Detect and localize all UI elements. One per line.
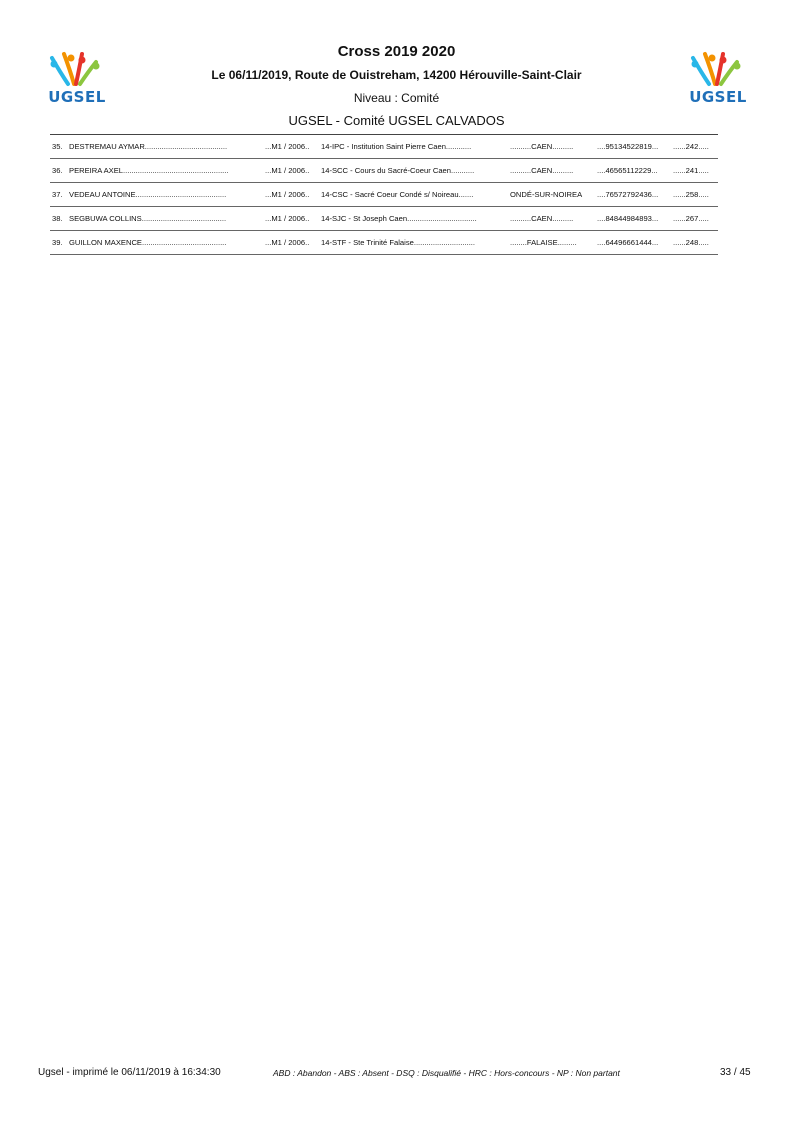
- rank-cell: 35.: [52, 142, 63, 151]
- event-subtitle: Le 06/11/2019, Route de Ouistreham, 14200 Hérouville-Saint-Clair: [211, 68, 582, 82]
- category-cell: ...M1 / 2006..: [265, 238, 310, 247]
- score-cell: ......248.....: [673, 238, 709, 247]
- city-cell: ONDÉ-SUR-NOIREA: [510, 190, 583, 199]
- ugsel-logo-text: UGSEL: [689, 88, 747, 106]
- rank-cell: 36.: [52, 166, 63, 175]
- score-cell: ......267.....: [673, 214, 709, 223]
- school-cell: 14-STF - Ste Trinité Falaise.............................: [321, 238, 476, 247]
- school-cell: 14-CSC - Sacré Coeur Condé s/ Noireau.......: [321, 190, 474, 199]
- city-cell: ..........CAEN..........: [510, 214, 574, 223]
- school-cell: 14-SJC - St Joseph Caen.................................: [321, 214, 477, 223]
- score-cell: ......258.....: [673, 190, 709, 199]
- license-number-cell: ....64496661444...: [597, 238, 659, 247]
- header-divider: [50, 134, 718, 135]
- row-divider: [50, 158, 718, 159]
- city-cell: ..........CAEN..........: [510, 166, 574, 175]
- rank-cell: 37.: [52, 190, 63, 199]
- score-cell: ......241.....: [673, 166, 709, 175]
- row-divider: [50, 230, 718, 231]
- table-row: [0, 232, 793, 256]
- city-cell: ..........CAEN..........: [510, 142, 574, 151]
- category-cell: ...M1 / 2006..: [265, 142, 310, 151]
- athlete-name-cell: GUILLON MAXENCE........................................: [69, 238, 227, 247]
- license-number-cell: ....84844984893...: [597, 214, 659, 223]
- status-legend: ABD : Abandon - ABS : Absent - DSQ : Disqualifié - HRC : Hors-concours - NP : Non partant: [273, 1068, 620, 1078]
- table-row: [0, 160, 793, 184]
- school-cell: 14-IPC - Institution Saint Pierre Caen............: [321, 142, 472, 151]
- row-divider: [50, 182, 718, 183]
- page-title: Cross 2019 2020: [337, 43, 456, 60]
- table-row: [0, 184, 793, 208]
- level-label: Niveau : Comité: [353, 91, 440, 105]
- row-divider: [50, 206, 718, 207]
- rank-cell: 39.: [52, 238, 63, 247]
- athlete-name-cell: DESTREMAU AYMAR.......................................: [69, 142, 228, 151]
- print-info: Ugsel - imprimé le 06/11/2019 à 16:34:30: [38, 1067, 221, 1078]
- category-cell: ...M1 / 2006..: [265, 166, 310, 175]
- city-cell: ........FALAISE.........: [510, 238, 577, 247]
- table-row: [0, 136, 793, 160]
- athlete-name-cell: PEREIRA AXEL..................................................: [69, 166, 229, 175]
- license-number-cell: ....95134522819...: [597, 142, 659, 151]
- athlete-name-cell: SEGBUWA COLLINS........................................: [69, 214, 227, 223]
- rank-cell: 38.: [52, 214, 63, 223]
- category-cell: ...M1 / 2006..: [265, 190, 310, 199]
- athlete-name-cell: VEDEAU ANTOINE...........................................: [69, 190, 227, 199]
- license-number-cell: ....76572792436...: [597, 190, 659, 199]
- category-cell: ...M1 / 2006..: [265, 214, 310, 223]
- school-cell: 14-SCC - Cours du Sacré-Coeur Caen...........: [321, 166, 475, 175]
- page-number: 33 / 45: [720, 1067, 751, 1078]
- ugsel-logo-text: UGSEL: [48, 88, 106, 106]
- row-divider: [50, 254, 718, 255]
- score-cell: ......242.....: [673, 142, 709, 151]
- table-row: [0, 208, 793, 232]
- license-number-cell: ....46565112229...: [597, 166, 658, 175]
- committee-label: UGSEL - Comité UGSEL CALVADOS: [288, 113, 505, 128]
